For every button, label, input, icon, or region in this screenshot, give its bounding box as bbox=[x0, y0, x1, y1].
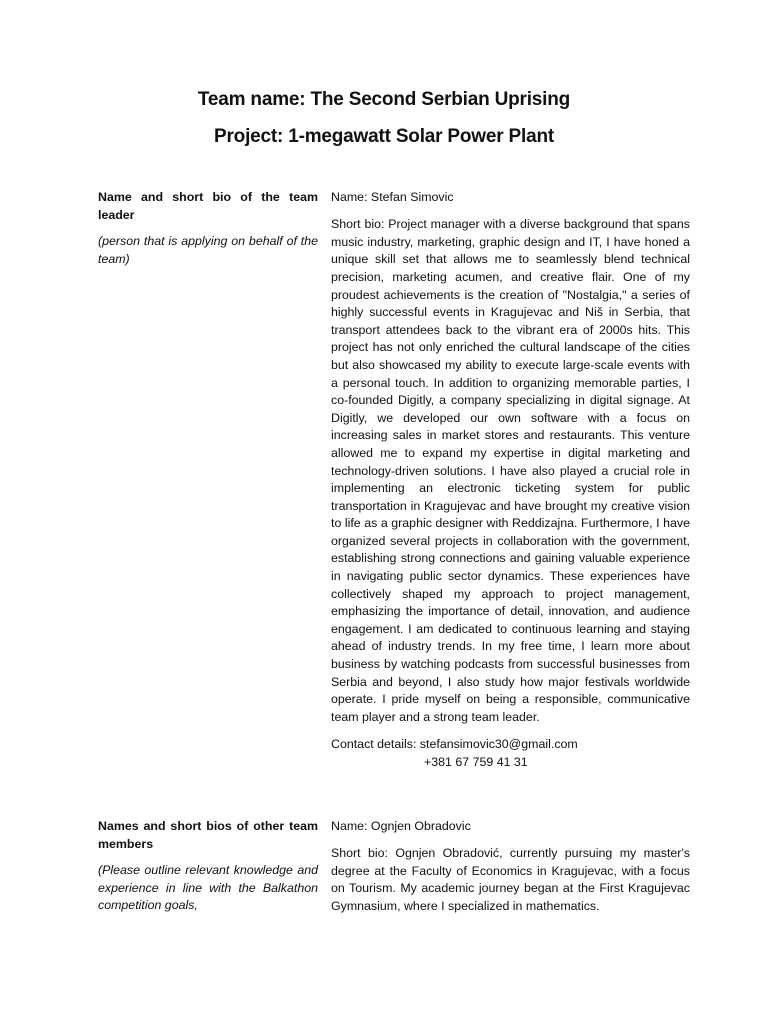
team-member-content bbox=[331, 818, 690, 925]
team-name-heading: Team name: The Second Serbian Uprising bbox=[197, 89, 571, 110]
team-leader-name: Name: Stefan Simovic bbox=[331, 190, 454, 204]
team-leader-note: (person that is applying on behalf of the team) bbox=[98, 234, 318, 266]
project-heading: Project: 1-megawatt Solar Power Plant bbox=[214, 126, 554, 147]
team-members-label-column bbox=[98, 818, 318, 915]
team-member-bio: Short bio: Ognjen Obradović, currently pursuing my master's degree at the Faculty of Economics in Kragujevac, with a focus on Tourism. My academic journey began at the First Kragujevac Gymnasium, where I specialized in mathematics. bbox=[331, 846, 690, 913]
team-members-label: Names and short bios of other team members bbox=[98, 819, 318, 851]
team-member-name: Name: Ognjen Obradovic bbox=[331, 819, 471, 833]
contact-block bbox=[331, 736, 690, 771]
team-leader-content bbox=[331, 189, 690, 771]
team-members-note: (Please outline relevant knowledge and experience in line with the Balkathon competition goals, bbox=[98, 863, 318, 912]
team-leader-bio: Short bio: Project manager with a diverse background that spans music industry, marketing, graphic design and IT, I have honed a unique skill set that allows me to seamlessly blend technical precision, marketing acumen, and creative flair. One of my proudest achievements is the creation of "Nostalgia," a series of highly successful events in Kragujevac and Niš in Serbia, that transport attendees back to the vibrant era of 2000s hits. This project has not only enriched the cultural landscape of the cities but also showcased my ability to execute large-scale events with a personal touch. In addition to organizing memorable parties, I co-founded Digitly, a company specializing in digital signage. At Digitly, we developed our own software with a focus on increasing sales in market stores and restaurants. This venture allowed me to expand my expertise in digital marketing and technology-driven solutions. I have also played a crucial role in implementing an electronic ticketing system for public transportation in Kragujevac and have brought my creative vision to life as a graphic designer with Reddizajna. Furthermore, I have organized several projects in collaboration with the government, establishing strong connections and gaining valuable experience in navigating public sector dynamics. These experiences have collectively shaped my approach to project management, emphasizing the importance of detail, innovation, and audience engagement. I am dedicated to continuous learning and staying ahead of industry trends. In my free time, I learn more about business by watching podcasts from successful businesses from Serbia and beyond, I also study how major festivals worldwide operate. I pride myself on being a responsible, communicative team player and a strong team leader. bbox=[331, 217, 690, 724]
team-leader-label: Name and short bio of the team leader bbox=[98, 190, 318, 222]
contact-phone: +381 67 759 41 31 bbox=[424, 754, 528, 769]
team-leader-label-column bbox=[98, 189, 318, 268]
contact-details: Contact details: stefansimovic30@gmail.com bbox=[331, 737, 578, 751]
